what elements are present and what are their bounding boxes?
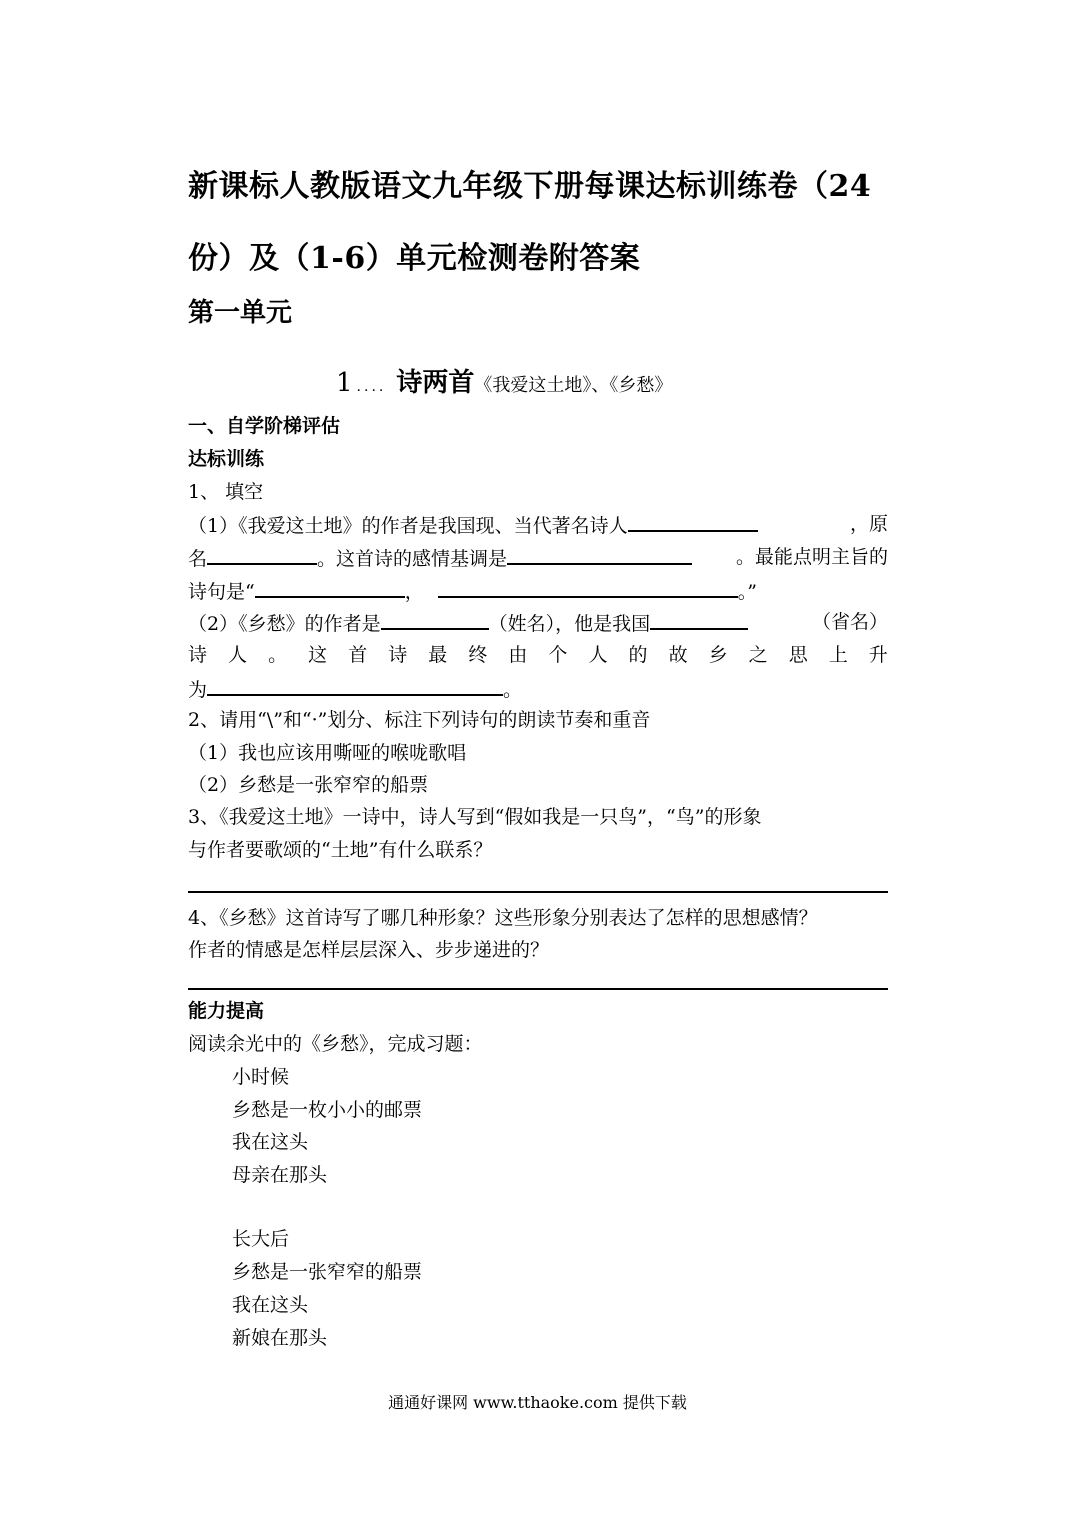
- spread-char: 终: [468, 644, 488, 666]
- spread-char: 。: [268, 644, 288, 666]
- q1-p1-text-g: ，: [404, 581, 424, 603]
- q1-p1-text-e: 。最能点明主旨的: [735, 546, 888, 568]
- question-1-label: 1、 填空: [188, 481, 264, 503]
- question-1-part-1-line-2: [188, 541, 888, 575]
- q1-p2-text-d: 为: [188, 679, 208, 701]
- q1-p1-text-d: 。这首诗的感情基调是: [317, 548, 508, 570]
- document-title: [188, 151, 888, 295]
- spread-char: 思: [788, 644, 808, 666]
- spread-char: 人: [588, 644, 608, 666]
- lesson-poems: 《我爱这土地》、《乡愁》: [474, 375, 673, 396]
- answer-blank[interactable]: [650, 606, 748, 630]
- spread-char: 由: [508, 644, 528, 666]
- subsection-heading-practice: 达标训练: [188, 448, 265, 470]
- page-footer: 通通好课网 www.tthaoke.com 提供下载: [388, 1393, 687, 1412]
- question-1-part-2-line-3: [188, 672, 888, 706]
- q1-p1-text-f: 诗句是“: [188, 581, 255, 603]
- spread-char: 乡: [708, 644, 728, 666]
- question-2-item-1: （1）我也应该用嘶哑的喉咙歌唱: [188, 742, 467, 764]
- q1-p2-text-c: （省名）: [811, 611, 888, 633]
- document-title-line-1: 新课标人教版语文九年级下册每课达标训练卷（24: [188, 169, 872, 204]
- spread-char: 上: [828, 644, 848, 666]
- spread-char: 首: [348, 644, 368, 666]
- spread-char: 最: [428, 644, 448, 666]
- spread-char: 诗: [188, 644, 208, 666]
- spread-char: 升: [868, 644, 888, 666]
- question-3-line-2: 与作者要歌颂的“土地”有什么联系？: [188, 839, 493, 861]
- poem-line: 我在这头: [232, 1294, 309, 1316]
- question-2-item-2: （2）乡愁是一张窄窄的船票: [188, 774, 429, 796]
- question-4-line-2: 作者的情感是怎样层层深入、步步递进的？: [188, 939, 550, 961]
- q1-p1-text-b: ，原: [849, 513, 888, 535]
- spread-char: 故: [668, 644, 688, 666]
- question-1-part-1-line-3: [188, 574, 888, 608]
- question-1-part-2-line-2: [188, 639, 888, 671]
- spread-char: 这: [308, 644, 328, 666]
- poem-line: 小时候: [232, 1066, 290, 1088]
- q1-p1-text-a: （1）《我爱这土地》的作者是我国现、当代著名诗人: [188, 515, 628, 537]
- lesson-number: 1: [336, 368, 353, 398]
- poem-line: 乡愁是一张窄窄的船票: [232, 1261, 423, 1283]
- answer-blank[interactable]: [207, 672, 503, 696]
- question-3-line-1: 3、《我爱这土地》一诗中，诗人写到“假如我是一只鸟”，“鸟”的形象: [188, 806, 762, 828]
- poem-line: 乡愁是一枚小小的邮票: [232, 1099, 423, 1121]
- subsection-heading-ability: 能力提高: [188, 1000, 265, 1022]
- lesson-dots: ....: [356, 379, 387, 395]
- answer-blank[interactable]: [207, 541, 317, 565]
- spread-char: 的: [628, 644, 648, 666]
- q1-p1-text-c: 名: [188, 548, 208, 570]
- reading-intro: 阅读余光中的《乡愁》，完成习题：: [188, 1033, 483, 1055]
- answer-line[interactable]: [188, 988, 888, 990]
- answer-blank[interactable]: [628, 508, 758, 532]
- poem-line: 母亲在那头: [232, 1164, 328, 1186]
- spread-char: 之: [748, 644, 768, 666]
- question-1-part-1-line-1: [188, 508, 888, 542]
- answer-blank[interactable]: [507, 541, 692, 565]
- answer-line[interactable]: [188, 891, 888, 893]
- lesson-name: 诗两首: [396, 368, 475, 398]
- spread-char: 诗: [388, 644, 408, 666]
- answer-blank[interactable]: [381, 606, 489, 630]
- q1-p2-text-b: （姓名），他是我国: [488, 613, 651, 635]
- answer-blank[interactable]: [438, 574, 738, 598]
- answer-blank[interactable]: [255, 574, 405, 598]
- poem-line: 长大后: [232, 1228, 290, 1250]
- question-1-part-2-line-1: [188, 606, 888, 640]
- question-4-line-1: 4、《乡愁》这首诗写了哪几种形象？这些形象分别表达了怎样的思想感情？: [188, 907, 818, 929]
- document-title-line-2: 份）及（1-6）单元检测卷附答案: [188, 241, 641, 276]
- spread-char: 人: [228, 644, 248, 666]
- unit-heading: 第一单元: [188, 298, 293, 328]
- q1-p2-text-a: （2）《乡愁》的作者是: [188, 613, 381, 635]
- poem-line: 新娘在那头: [232, 1327, 328, 1349]
- q1-p2-text-e: 。: [503, 679, 523, 701]
- section-heading-self-study: 一、自学阶梯评估: [188, 415, 341, 437]
- question-2-label: 2、请用“\”和“·”划分、标注下列诗句的朗读节奏和重音: [188, 709, 651, 731]
- q1-p1-text-h: 。”: [737, 581, 757, 603]
- lesson-heading: [336, 362, 672, 399]
- spread-char: 个: [548, 644, 568, 666]
- poem-line: 我在这头: [232, 1131, 309, 1153]
